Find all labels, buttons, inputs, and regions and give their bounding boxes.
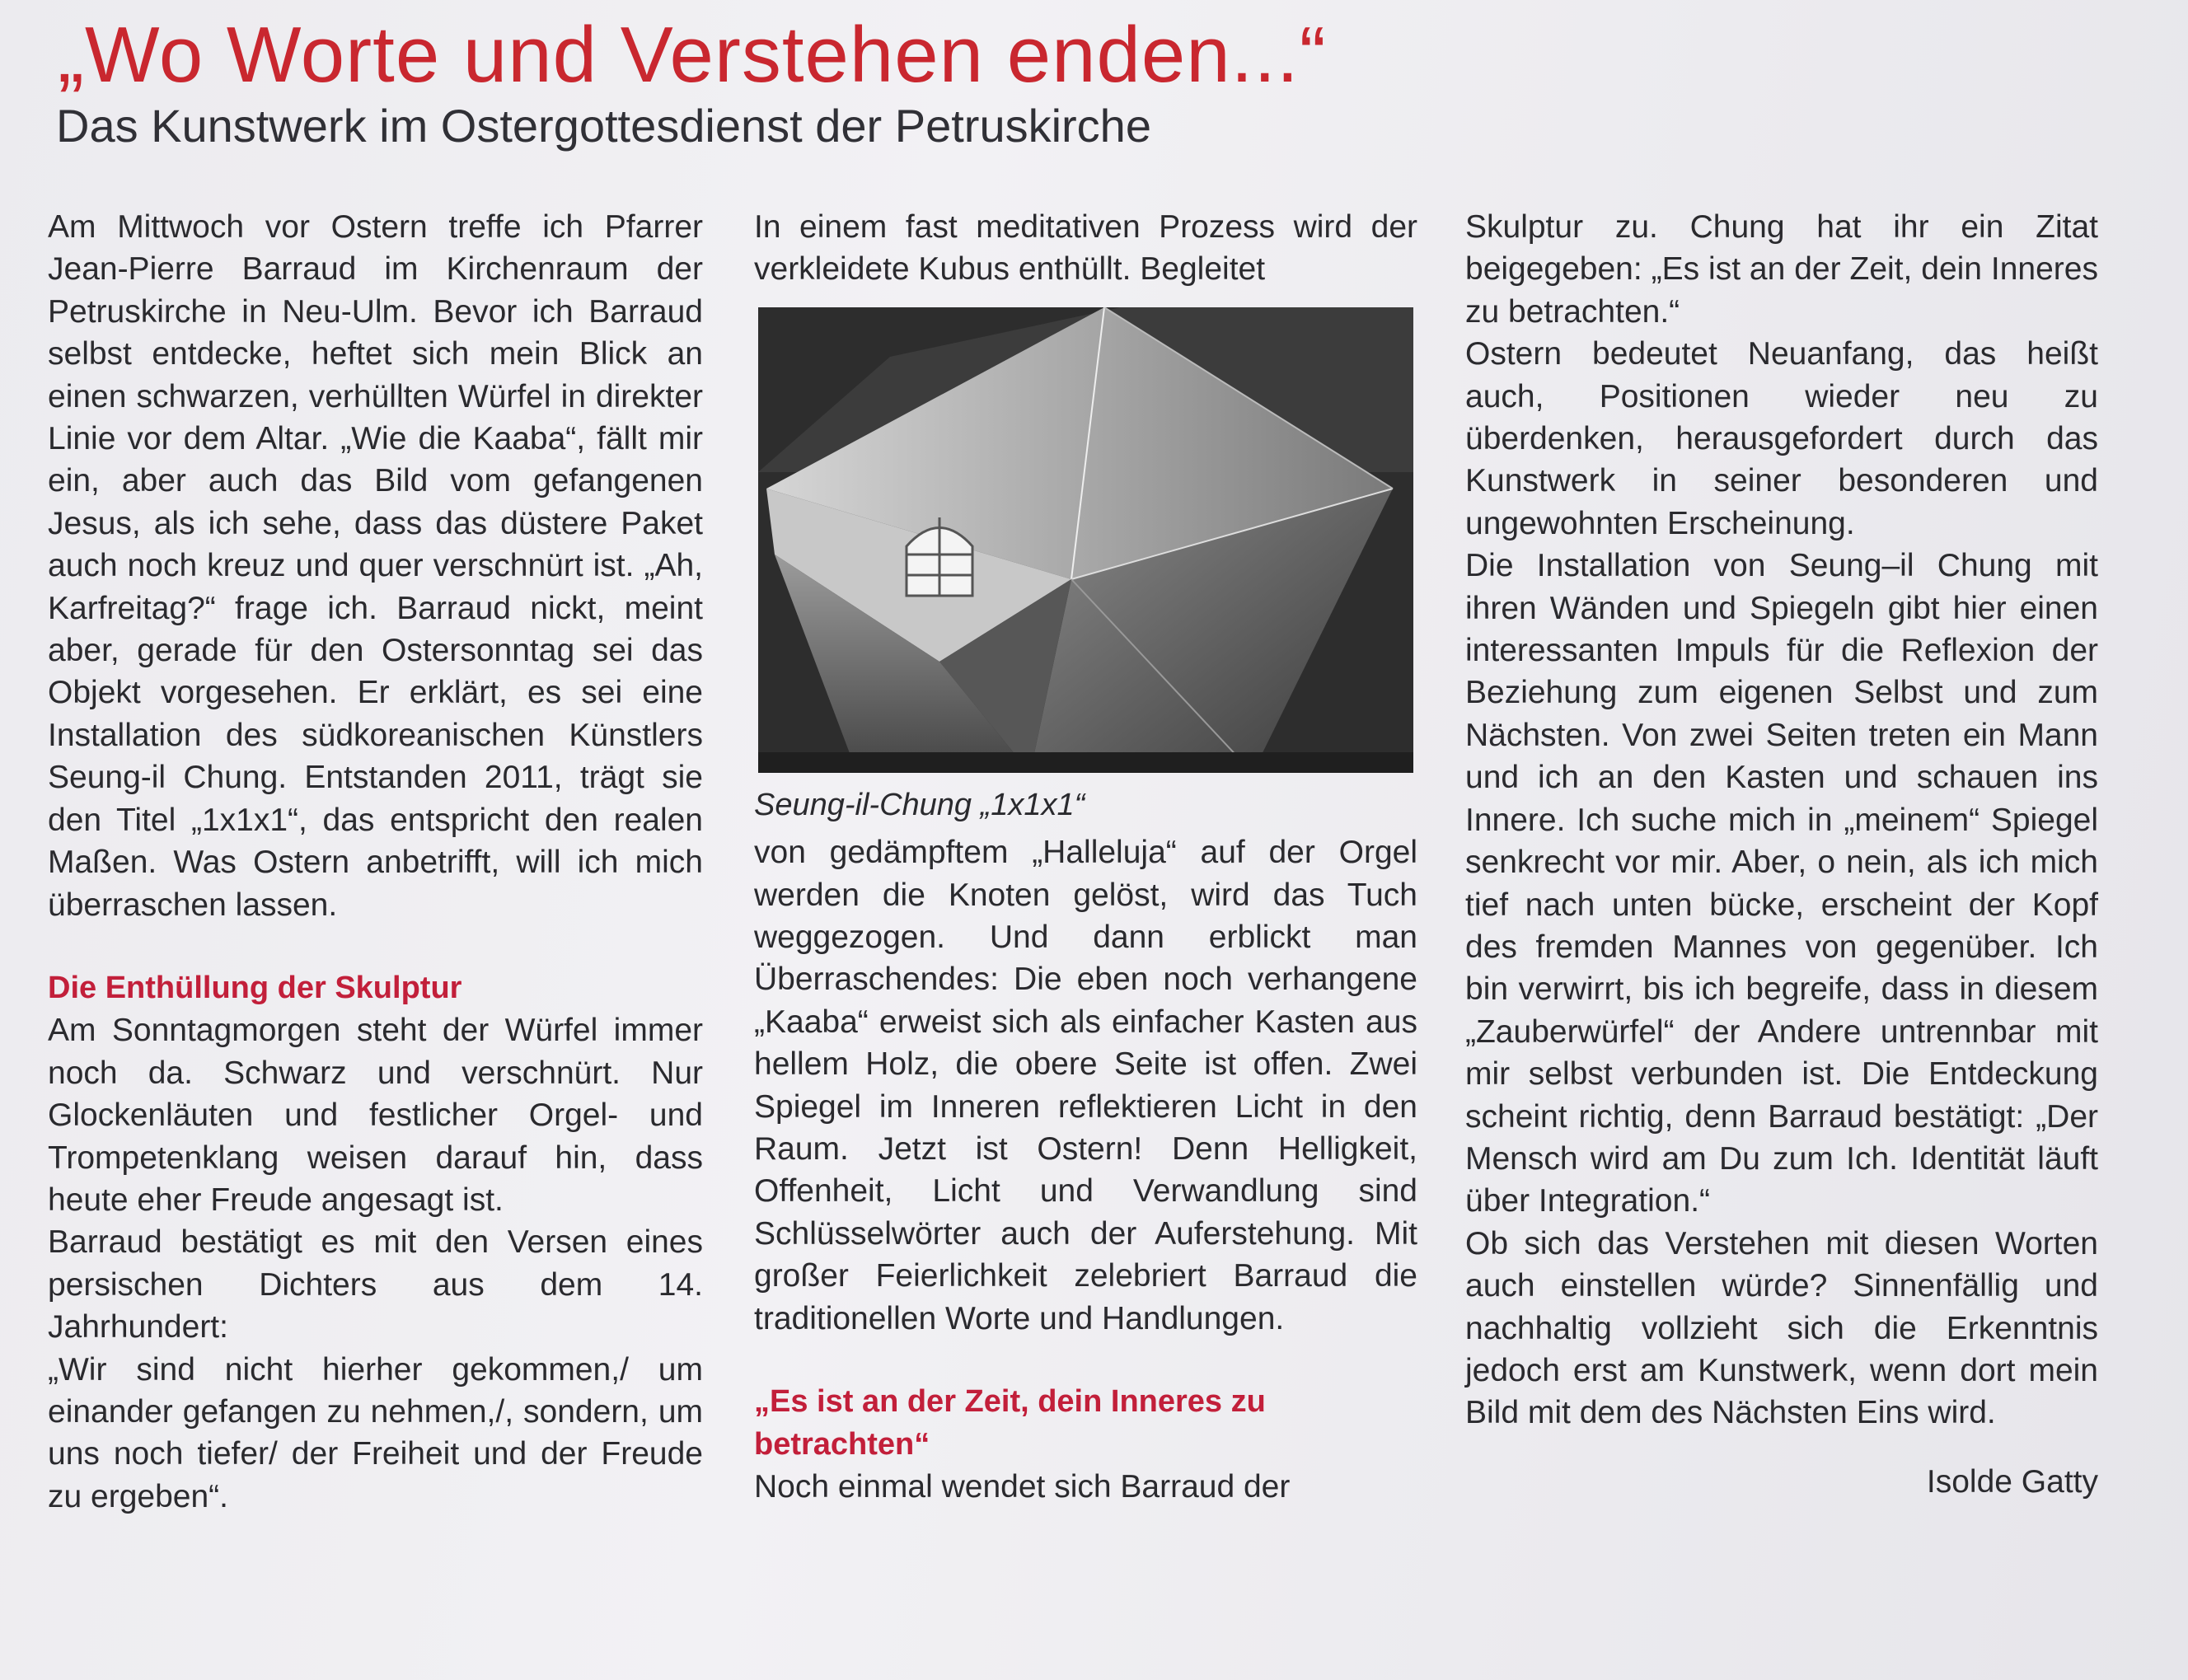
- paragraph: Ob sich das Verstehen mit diesen Worten auch einstellen würde? Sinnenfällig und nachhaltig vollzieht sich die Erkenntnis jedoch erst am Kunstwerk, wenn dort mein Bild mit dem des Nächsten Eins wird.: [1465, 1225, 2098, 1431]
- paragraph: Barraud bestätigt es mit den Versen eines persischen Dichters aus dem 14. Jahrhundert:: [48, 1224, 703, 1345]
- paragraph: Noch einmal wendet sich Barraud der: [754, 1468, 1291, 1505]
- column-1: [48, 206, 703, 1518]
- section-heading: Die Enthüllung der Skulptur: [48, 970, 462, 1005]
- paragraph: In einem fast meditativen Prozess wird der verkleidete Kubus enthüllt. Begleitet: [754, 209, 1417, 288]
- author-name: Isolde Gatty: [1926, 1463, 2098, 1500]
- paragraph: Am Mittwoch vor Ostern treffe ich Pfarrer Jean-Pierre Barraud im Kirchenraum der Petruskirche in Neu-Ulm. Bevor ich Barraud selbst entdecke, heftet sich mein Blick an einen schwarzen, verhüllten Würfel in direkter Linie vor dem Altar. „Wie die Kaaba“, fällt mir ein, aber auch das Bild vom gefangenen Jesus, als ich sehe, dass das düstere Paket auch noch kreuz und quer verschnürt ist. „Ah, Karfreitag?“ frage ich. Barraud nickt, meint aber, gerade für den Ostersonntag sei das Objekt vorgesehen. Er erklärt, es sei eine Installation des südkoreanischen Künstlers Seung-il Chung. Entstanden 2011, trägt sie den Titel „1x1x1“, das entspricht den realen Maßen. Was Ostern anbetrifft, will ich mich überraschen lassen.: [48, 209, 703, 923]
- paragraph: von gedämpftem „Halleluja“ auf der Orgel werden die Knoten gelöst, wird das Tuch weggezogen. Und dann erblickt man Überraschendes: Die eben noch verhangene „Kaaba“ erweist sich als einfacher Kasten aus hellem Holz, die obere Seite ist offen. Zwei Spiegel im Inneren reflektieren Licht in den Raum. Jetzt ist Ostern! Denn Helligkeit, Offenheit, Licht und Verwandlung sind Schlüsselwörter auch der Auferstehung. Mit großer Feierlichkeit zelebriert Barraud die traditionellen Worte und Handlungen.: [754, 835, 1417, 1336]
- paragraph: Skulptur zu. Chung hat ihr ein Zitat beigegeben: „Es ist an der Zeit, dein Inneres zu betrachten.“: [1465, 209, 2098, 330]
- article-subtitle: Das Kunstwerk im Ostergottesdienst der Petruskirche: [56, 100, 1151, 152]
- paragraph: Die Installation von Seung–il Chung mit ihren Wänden und Spiegeln gibt hier einen interessanten Impuls für die Reflexion der Beziehung zum eigenen Selbst und zum Nächsten. Von zwei Seiten treten ein Mann und ich an den Kasten und schauen ins Innere. Ich suche mich in „meinem“ Spiegel senkrecht vor mir. Aber, o nein, als ich mich tief nach unten bücke, erscheint der Kopf des fremden Mannes von gegenüber. Ich bin verwirrt, bis ich begreife, dass in diesem „Zauberwürfel“ der Andere untrennbar mit mir selbst verbunden ist. Die Entdeckung scheint richtig, denn Barraud bestätigt: „Der Mensch wird am Du zum Ich. Identität läuft über Integration.“: [1465, 548, 2098, 1219]
- section-heading: „Es ist an der Zeit, dein Inneres zu betrachten“: [754, 1384, 1266, 1462]
- artwork-photo: [758, 307, 1413, 773]
- article-title: „Wo Worte und Verstehen enden...“: [58, 11, 1327, 99]
- paragraph: Am Sonntagmorgen steht der Würfel immer noch da. Schwarz und verschnürt. Nur Glockenläuten und festlicher Orgel- und Trompetenklang weisen darauf hin, dass heute eher Freude angesagt ist.: [48, 1013, 703, 1218]
- column-2: [754, 206, 1417, 1508]
- photo-caption: Seung-il-Chung „1x1x1“: [754, 787, 1085, 822]
- quote-paragraph: „Wir sind nicht hierher gekommen,/ um einander gefangen zu nehmen,/, sondern, um uns noch tiefer/ der Freiheit und der Freude zu ergeben“.: [48, 1351, 703, 1514]
- column-3: [1465, 206, 2098, 1503]
- paragraph: Ostern bedeutet Neuanfang, das heißt auch, Positionen wieder neu zu überdenken, herausgefordert durch das Kunstwerk in seiner besonderen und ungewohnten Erscheinung.: [1465, 336, 2098, 541]
